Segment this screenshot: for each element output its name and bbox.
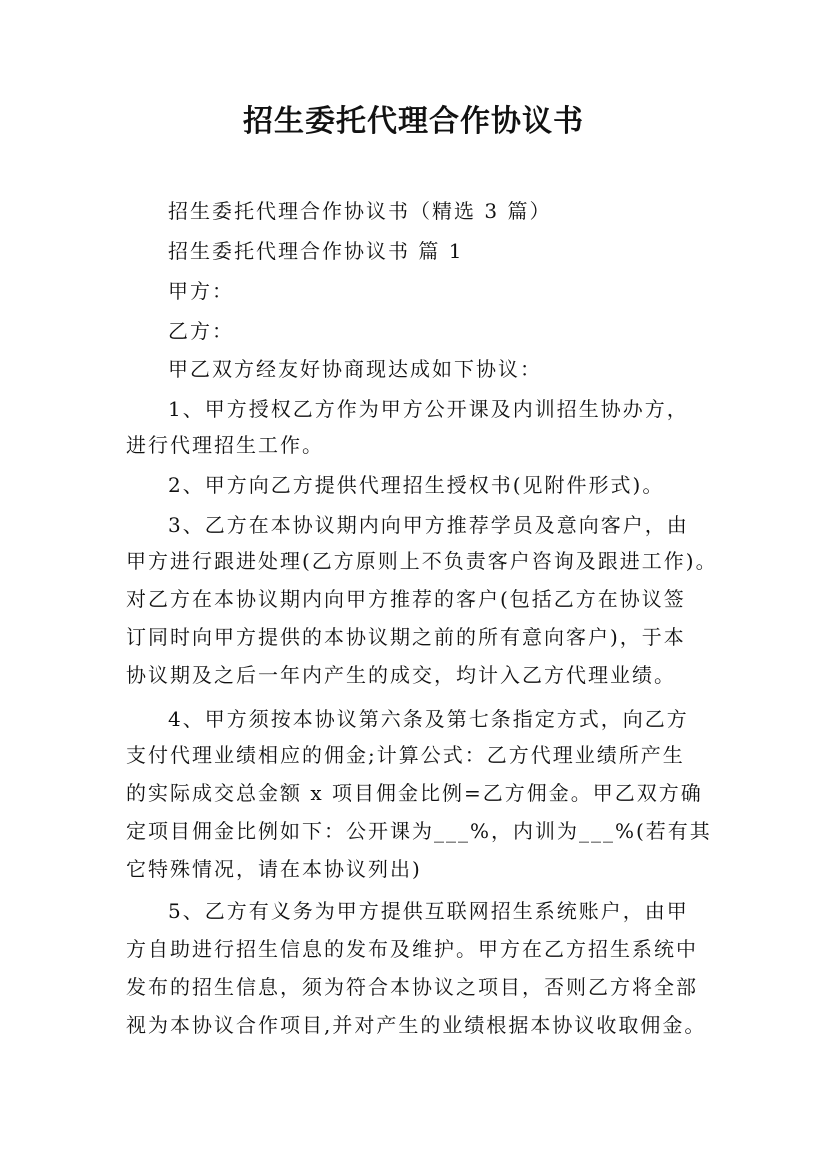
clause-4-line-5: 它特殊情况，请在本协议列出) [126, 857, 422, 881]
clause-1-line-1: 1、甲方授权乙方作为甲方公开课及内训招生协办方， [168, 397, 689, 421]
party-b-label: 乙方： [168, 319, 234, 343]
clause-5-line-3: 发布的招生信息，须为符合本协议之项目，否则乙方将全部 [126, 975, 698, 999]
clause-5-line-1: 5、乙方有义务为甲方提供互联网招生系统账户，由甲 [168, 899, 689, 923]
clause-3-line-2: 甲方进行跟进处理(乙方原则上不负责客户咨询及跟进工作)。 [126, 549, 718, 573]
clause-3-line-5: 协议期及之后一年内产生的成交，均计入乙方代理业绩。 [126, 663, 676, 687]
agreement-intro: 甲乙双方经友好协商现达成如下协议： [168, 357, 542, 381]
document-title: 招生委托代理合作协议书 [243, 104, 584, 139]
clause-3-line-3: 对乙方在本协议期内向甲方推荐的客户(包括乙方在协议签 [126, 587, 686, 611]
clause-5-line-2: 方自助进行招生信息的发布及维护。甲方在乙方招生系统中 [126, 937, 698, 961]
clause-3-line-1: 3、乙方在本协议期内向甲方推荐学员及意向客户，由 [168, 513, 689, 537]
clause-2-line-1: 2、甲方向乙方提供代理招生授权书(见附件形式)。 [168, 473, 665, 497]
subtitle-line: 招生委托代理合作协议书（精选 3 篇） [168, 199, 552, 223]
clause-4-line-1: 4、甲方须按本协议第六条及第七条指定方式，向乙方 [168, 707, 689, 731]
party-a-label: 甲方： [168, 279, 234, 303]
clause-3-line-4: 订同时向甲方提供的本协议期之前的所有意向客户)，于本 [126, 625, 686, 649]
section-heading: 招生委托代理合作协议书 篇 1 [168, 239, 464, 263]
clause-5-line-4: 视为本协议合作项目,并对产生的业绩根据本协议收取佣金。 [126, 1013, 707, 1037]
clause-4-line-4: 定项目佣金比例如下：公开课为___%，内训为___%(若有其 [126, 819, 712, 843]
clause-4-line-3: 的实际成交总金额 x 项目佣金比例=乙方佣金。甲乙双方确 [126, 781, 703, 805]
clause-1-line-2: 进行代理招生工作。 [126, 433, 324, 457]
clause-4-line-2: 支付代理业绩相应的佣金;计算公式：乙方代理业绩所产生 [126, 743, 685, 767]
